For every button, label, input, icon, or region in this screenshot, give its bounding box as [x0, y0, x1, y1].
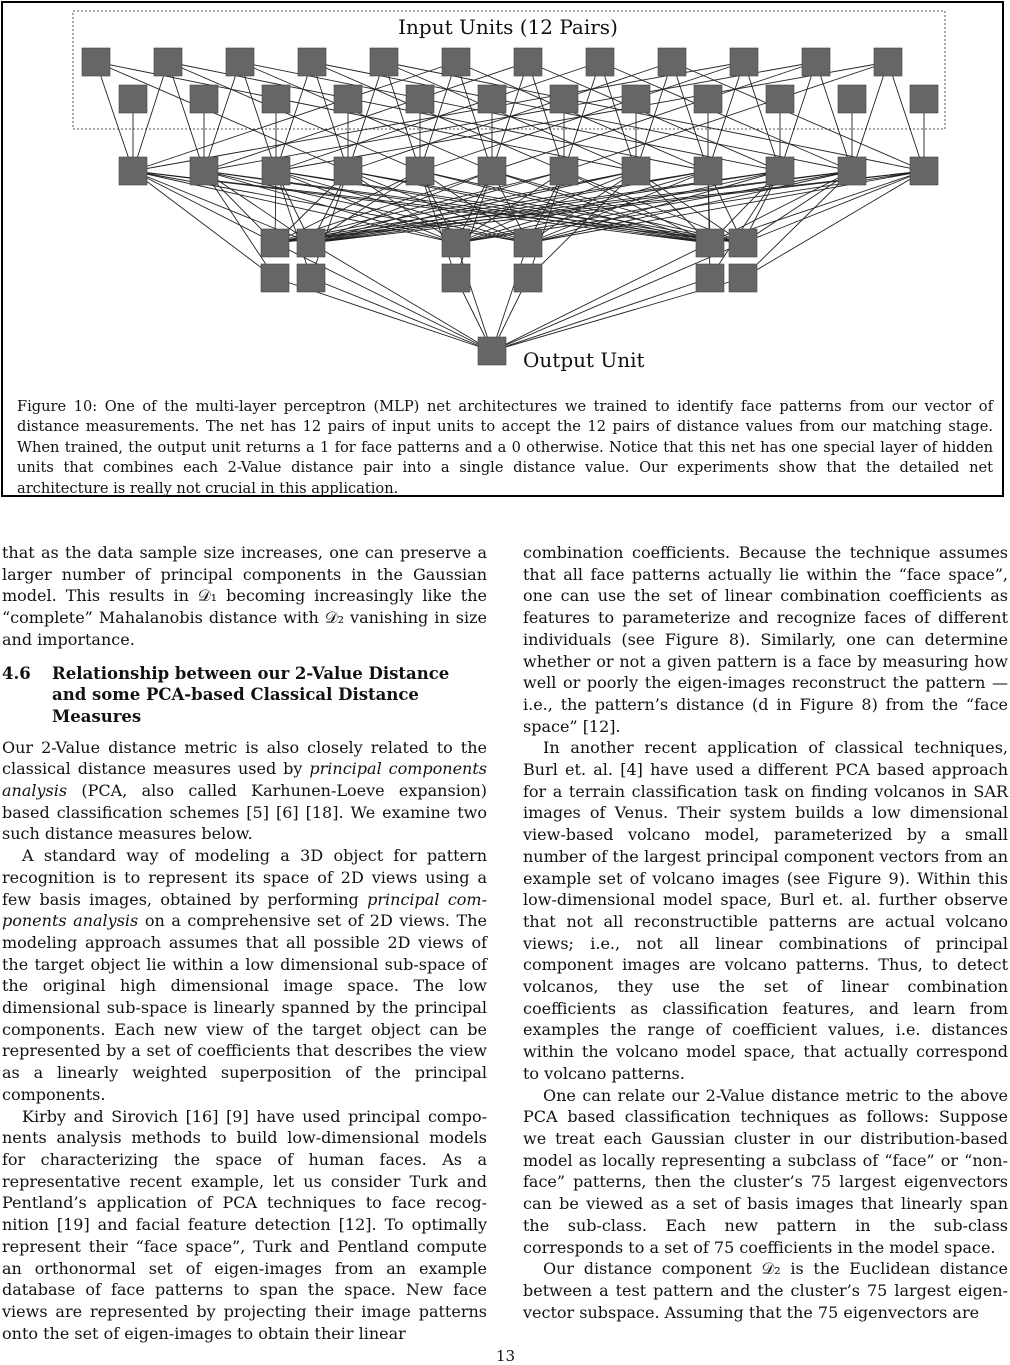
connection-line [456, 171, 492, 278]
paragraph: Our distance component 𝒟₂ is the Euclidean distance between a test pattern and the cluster’s 75 largest eigenvector subspace. Assuming that the 75 eigenvectors are [523, 1259, 1008, 1322]
input-unit [119, 85, 147, 113]
input-unit [226, 48, 254, 76]
hidden-unit [696, 229, 724, 257]
combining-hidden-unit [334, 157, 362, 185]
input-unit [658, 48, 686, 76]
combining-hidden-unit [910, 157, 938, 185]
connection-line [492, 243, 528, 351]
combining-hidden-unit [406, 157, 434, 185]
hidden-unit [514, 229, 542, 257]
section-title: Relationship between our 2-Value Distance and some PCA-based Classical Distance Measures [52, 663, 450, 726]
figure-caption: Figure 10: One of the multi-layer perceptron (MLP) net architectures we trained to identify face patterns from our vector of distance measurements. The net has 12 pairs of input units to accept the 12 pairs of distance values from our matching stage. When trained, the output unit returns a 1 for face patterns and a 0 otherwise. Notice that this net has one special layer of hidden units that combines each 2-Value distance pair into a single distance value. Our experiments show that the detailed net architecture is really not crucial in this application. [17, 398, 993, 497]
connection-line [311, 243, 492, 351]
connection-line [456, 243, 492, 351]
paragraph: combination coefficients. Because the technique assumes that all face patterns actually lie within the “face space”, one can use the set of linear combination coefficients as features to parameterize and recognize faces of different individuals (see Figure 8). Similarly, one can determine whether or not a given pattern is a face by measuring how well or poorly the eigen-images reconstruct the pattern — i.e., the pattern’s distance (d in Figure 8) from the “face space” [12]. [523, 543, 1008, 736]
input-unit [298, 48, 326, 76]
connection-line [384, 62, 420, 171]
input-unit [802, 48, 830, 76]
hidden-unit [297, 229, 325, 257]
input-unit [550, 85, 578, 113]
input-unit [478, 85, 506, 113]
connection-line [672, 62, 708, 171]
input-unit [82, 48, 110, 76]
connection-line [96, 62, 348, 171]
connection-line [816, 62, 852, 171]
combining-hidden-unit [190, 157, 218, 185]
hidden-unit [297, 264, 325, 292]
mlp-network-diagram [3, 3, 1004, 393]
paragraph: Kirby and Sirovich [16] [9] have used principal components analysis methods to build low-dimensional models for characterizing the space of human faces. As a representative recent example, let us consider Turk and Pentland’s application of PCA techniques to face recognition [19] and facial feature detection [12]. To optimally represent their “face space”, Turk and Pentland compute an orthonormal set of eigen-images from an example database of face patterns to span the space. New face views are represented by projecting their image patterns onto the set of eigen-images to obtain their linear [2, 1106, 487, 1343]
input-unit [370, 48, 398, 76]
paragraph: One can relate our 2-Value distance metric to the above PCA based classification techniques as follows: Suppose we treat each Gaussian cluster in our distribution-based model as locally representing a subclass of “face” or “non-face” patterns, then the cluster’s 75 largest eigenvectors can be viewed as a set of basis images that linearly span the sub-class. Each new pattern in the sub-class corresponds to a set of 75 coefficients in the model space. [523, 1085, 1008, 1257]
hidden-unit [261, 229, 289, 257]
hidden-unit [514, 264, 542, 292]
connection-line [743, 171, 852, 278]
input-unit [406, 85, 434, 113]
connection-line [852, 62, 888, 171]
connection-line [888, 62, 924, 171]
connection-line [600, 62, 636, 171]
paragraph: Our 2-Value distance metric is also closely related to the classical distance measures used by principal components analysis (PCA, also called Karhunen-Loeve expansion) based classification schemes [5] [6] [18]. We examine two such distance measures below. [2, 737, 487, 844]
right-column [523, 542, 1008, 1323]
hidden-unit [696, 264, 724, 292]
connection-line [492, 243, 743, 351]
connection-line [528, 171, 636, 278]
figure-10 [1, 1, 1004, 497]
input-unit [190, 85, 218, 113]
combining-hidden-unit [622, 157, 650, 185]
input-unit [334, 85, 362, 113]
combining-hidden-unit [694, 157, 722, 185]
input-unit [622, 85, 650, 113]
connection-line [528, 62, 564, 171]
connection-line [96, 62, 133, 171]
hidden-unit [442, 264, 470, 292]
combining-hidden-unit [478, 157, 506, 185]
page-number: 13 [496, 1347, 516, 1365]
left-column [2, 542, 487, 1344]
input-unit [766, 85, 794, 113]
connection-line [133, 62, 168, 171]
input-unit [874, 48, 902, 76]
combining-hidden-unit [838, 157, 866, 185]
connection-line [276, 171, 311, 278]
input-unit [910, 85, 938, 113]
hidden-unit [729, 229, 757, 257]
hidden-unit [729, 264, 757, 292]
connection-line [744, 62, 780, 171]
input-unit [154, 48, 182, 76]
paragraph: that as the data sample size increases, one can preserve a larger number of principal components in the Gaussian model. This results in 𝒟₁ becoming increasingly like the “complete” Mahalanobis distance with 𝒟₂ vanishing in size and importance. [2, 543, 487, 649]
connection-line [456, 62, 492, 171]
hidden-unit [261, 264, 289, 292]
output-unit-label: Output Unit [523, 348, 645, 372]
paragraph: In another recent application of classical techniques, Burl et. al. [4] have used a different PCA based approach for a terrain classification task on finding volcanos in SAR images of Venus. Their system builds a low dimensional view-based volcano model, parameterized by a small number of the largest principal component vectors from an example set of volcano images (see Figure 9). Within this low-dimensional model space, Burl et. al. further observe that not all reconstructible patterns are actual volcano views; i.e., not all linear combinations of principal component images are volcano patterns. Thus, to detect volcanos, they use the set of linear combination coefficients as classification features, and learn from examples the range of coefficient values, i.e. distances within the volcano model space, that actually correspond to volcano patterns. [523, 738, 1008, 1083]
input-unit [838, 85, 866, 113]
section-number: 4.6 [2, 663, 31, 683]
connection-line [240, 62, 276, 171]
connection-line [168, 62, 204, 171]
paragraph: A standard way of modeling a 3D object for pattern recognition is to represent its space of 2D views using a few basis images, obtained by performing principal components analysis on a comprehensive set of 2D views. The modeling approach assumes that all possible 2D views of the target object lie within a low dimensional sub-space of the original high dimensional image space. The low dimensional sub-space is linearly spanned by the principal components. Each new view of the target object can be represented by a set of coefficients that describes the view as a linearly weighted superposition of the principal components. [2, 846, 488, 1104]
output-unit [478, 337, 506, 365]
section-heading [2, 663, 487, 728]
input-unit [586, 48, 614, 76]
input-unit [442, 48, 470, 76]
input-unit [694, 85, 722, 113]
input-unit [514, 48, 542, 76]
combining-hidden-unit [262, 157, 290, 185]
input-unit [730, 48, 758, 76]
combining-hidden-unit [550, 157, 578, 185]
connection-line [275, 243, 492, 351]
input-units-label: Input Units (12 Pairs) [398, 15, 618, 39]
combining-hidden-unit [119, 157, 147, 185]
connection-line [312, 62, 348, 171]
input-unit [262, 85, 290, 113]
hidden-unit [442, 229, 470, 257]
combining-hidden-unit [766, 157, 794, 185]
